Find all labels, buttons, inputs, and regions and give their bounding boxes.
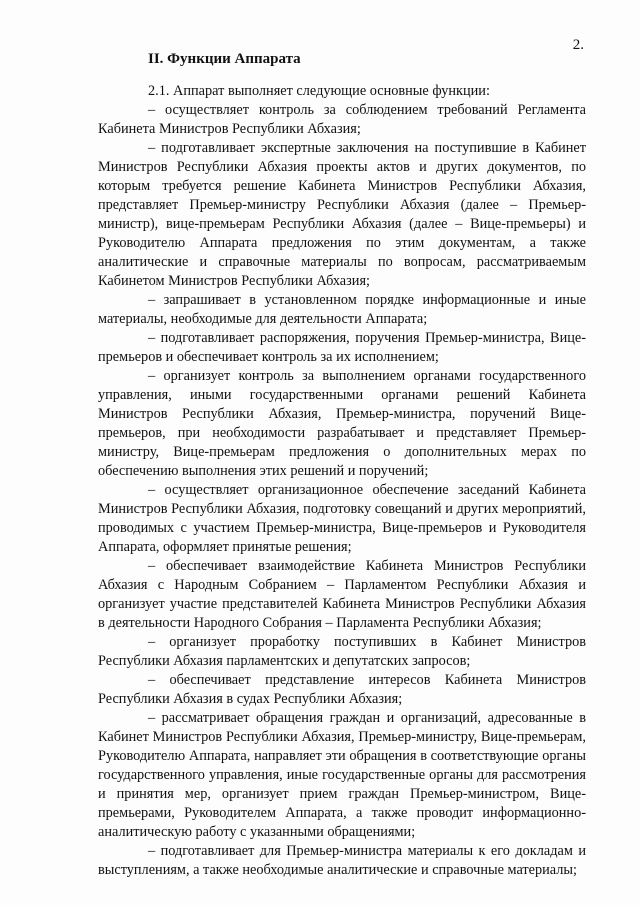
function-item: – организует проработку поступивших в Кабинет Министров Республики Абхазия парламентских и депутатских запросов; — [98, 634, 586, 669]
function-item: – обеспечивает взаимодействие Кабинета Министров Республики Абхазия с Народным Собранием – Парламентом Республики Абхазия и организует участие представителей Кабинета Министров Республики Абхазия в деятельности Народного Собрания – Парламента Республики Абхазия; — [98, 558, 586, 631]
function-item: – запрашивает в установленном порядке информационные и иные материалы, необходимые для деятельности Аппарата; — [98, 292, 586, 327]
intro-paragraph: 2.1. Аппарат выполняет следующие основные функции: — [148, 83, 490, 99]
function-item: – подготавливает для Премьер-министра материалы к его докладам и выступлениям, а также необходимые аналитические и справочные материалы; — [98, 843, 586, 878]
function-item: – организует контроль за выполнением органами государственного управления, иными государственными органами решений Кабинета Министров Республики Абхазия, Премьер-министра, поручений Вице-премьеров, при необходимости разрабатывает и представляет Премьер-министру, Вице-премьерам предложения о дополнительных мерах по обеспечению выполнения этих решений и поручений; — [98, 368, 586, 479]
function-item: – осуществляет контроль за соблюдением требований Регламента Кабинета Министров Республики Абхазия; — [98, 102, 586, 137]
function-item: – подготавливает распоряжения, поручения Премьер-министра, Вице-премьеров и обеспечивает контроль за их исполнением; — [98, 330, 586, 365]
page-number: 2. — [572, 37, 584, 53]
function-item: – обеспечивает представление интересов Кабинета Министров Республики Абхазия в судах Республики Абхазия; — [98, 672, 586, 707]
function-item: – рассматривает обращения граждан и организаций, адресованные в Кабинет Министров Республики Абхазия, Премьер-министру, Вице-премьерам, Руководителю Аппарата, направляет эти обращения в соответствующие органы государственного управления, иные государственные органы для рассмотрения и принятия мер, организует прием граждан Премьер-министром, Вице-премьерами, Руководителем Аппарата, а также проводит информационно-аналитическую работу с указанными обращениями; — [98, 710, 586, 840]
function-item: – подготавливает экспертные заключения на поступившие в Кабинет Министров Республики Абхазия проекты актов и других документов, по которым требуется решение Кабинета Министров Республики Абхазия, представляет Премьер-министру Республики Абхазия (далее – Премьер-министр), вице-премьерам Республики Абхазия (далее – Вице-премьеры) и Руководителю Аппарата предложения по этим документам, а также аналитические и справочные материалы по вопросам, рассматриваемым Кабинетом Министров Республики Абхазия; — [98, 140, 586, 289]
section-title: II. Функции Аппарата — [148, 51, 301, 67]
function-item: – осуществляет организационное обеспечение заседаний Кабинета Министров Республики Абхазия, подготовку совещаний и других мероприятий, проводимых с участием Премьер-министра, Вице-премьеров и Руководителя Аппарата, оформляет принятые решения; — [98, 482, 586, 555]
document-body — [98, 82, 586, 880]
